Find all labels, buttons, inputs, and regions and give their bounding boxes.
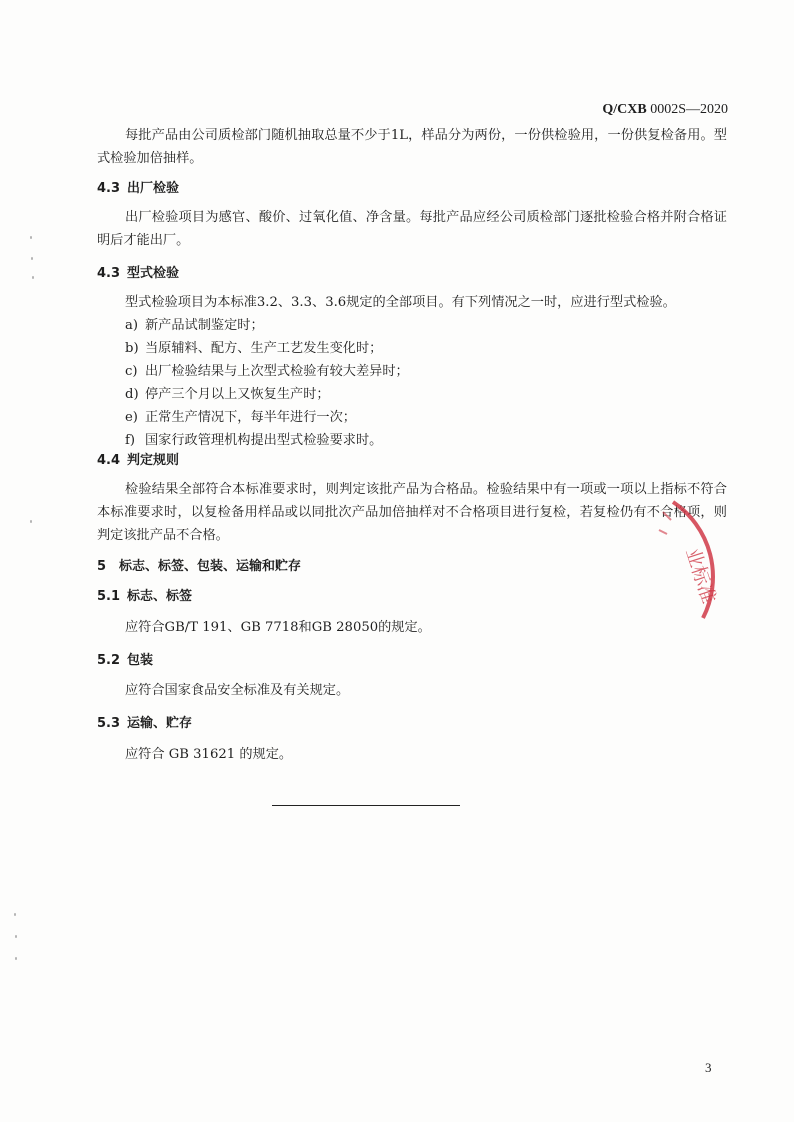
list-marker: d) (125, 387, 139, 402)
sampling-paragraph: 每批产品由公司质检部门随机抽取总量不少于1L，样品分为两份，一份供检验用，一份供复检备用。型式检验加倍抽样。 (97, 128, 727, 166)
list-marker: a) (125, 318, 139, 333)
list-item (125, 383, 330, 402)
section-number: 4.3 (97, 266, 121, 281)
list-text: 新产品试制鉴定时； (145, 318, 264, 333)
svg-text:业标准: 业标准 (681, 545, 720, 607)
section-heading-marking-packaging (97, 555, 301, 574)
scan-speck (30, 236, 32, 239)
scan-speck (15, 935, 17, 938)
type-inspection-paragraph: 型式检验项目为本标准3.2、3.3、3.6规定的全部项目。有下列情况之一时，应进行型式检验。 (125, 295, 676, 310)
doc-prefix: Q/CXB (602, 102, 647, 117)
section-heading-packaging (97, 649, 153, 668)
list-text: 正常生产情况下，每半年进行一次； (145, 410, 356, 425)
section-heading-judgment-rules (97, 449, 179, 468)
section-heading-type-inspection (97, 262, 179, 281)
scan-speck (32, 276, 34, 279)
doc-number: 0002S—2020 (650, 102, 728, 117)
judgment-rules-paragraph: 检验结果全部符合本标准要求时，则判定该批产品为合格品。检验结果中有一项或一项以上指标不符合本标准要求时，以复检备用样品或以同批次产品加倍抽样对不合格项目进行复检，若复检仍有不合格项，则判定该批产品不合格。 (97, 482, 727, 543)
list-text: 当原辅料、配方、生产工艺发生变化时； (145, 341, 383, 356)
section-heading-marking-labels (97, 585, 192, 604)
scan-speck (30, 520, 32, 523)
list-text: 出厂检验结果与上次型式检验有较大差异时； (145, 364, 409, 379)
list-marker: b) (125, 341, 139, 356)
section-title: 型式检验 (127, 266, 180, 281)
list-item (125, 337, 382, 356)
end-rule (272, 805, 460, 806)
transport-storage-paragraph: 应符合 GB 31621 的规定。 (125, 747, 293, 762)
packaging-paragraph: 应符合国家食品安全标准及有关规定。 (125, 683, 350, 698)
section-title: 标志、标签 (127, 589, 193, 604)
section-number: 5.2 (97, 653, 121, 668)
list-marker: c) (125, 364, 138, 379)
section-heading-factory-inspection (97, 177, 179, 196)
list-marker: e) (125, 410, 138, 425)
factory-inspection-paragraph: 出厂检验项目为感官、酸价、过氧化值、净含量。每批产品应经公司质检部门逐批检验合格并附合格证明后才能出厂。 (97, 210, 727, 248)
section-number: 4.3 (97, 181, 121, 196)
list-item (125, 314, 264, 333)
section-title: 运输、贮存 (127, 716, 193, 731)
scan-speck (31, 257, 33, 260)
section-title: 标志、标签、包装、运输和贮存 (119, 559, 302, 574)
section-number: 5 (97, 559, 107, 574)
section-title: 包装 (127, 653, 154, 668)
list-text: 国家行政管理机构提出型式检验要求时。 (145, 433, 383, 448)
list-marker: f) (125, 433, 136, 448)
document-identifier (560, 102, 728, 118)
section-title: 判定规则 (127, 453, 180, 468)
list-text: 停产三个月以上又恢复生产时； (145, 387, 330, 402)
scan-speck (15, 957, 17, 960)
list-item (125, 406, 356, 425)
section-number: 5.3 (97, 716, 121, 731)
company-seal (655, 490, 785, 630)
section-number: 5.1 (97, 589, 121, 604)
list-item (125, 429, 382, 448)
scan-speck (14, 913, 16, 916)
list-item (125, 360, 409, 379)
section-number: 4.4 (97, 453, 121, 468)
section-heading-transport-storage (97, 712, 192, 731)
marking-labels-paragraph: 应符合GB/T 191、GB 7718和GB 28050的规定。 (125, 620, 431, 635)
page-number: 3 (705, 1060, 712, 1075)
section-title: 出厂检验 (127, 181, 180, 196)
